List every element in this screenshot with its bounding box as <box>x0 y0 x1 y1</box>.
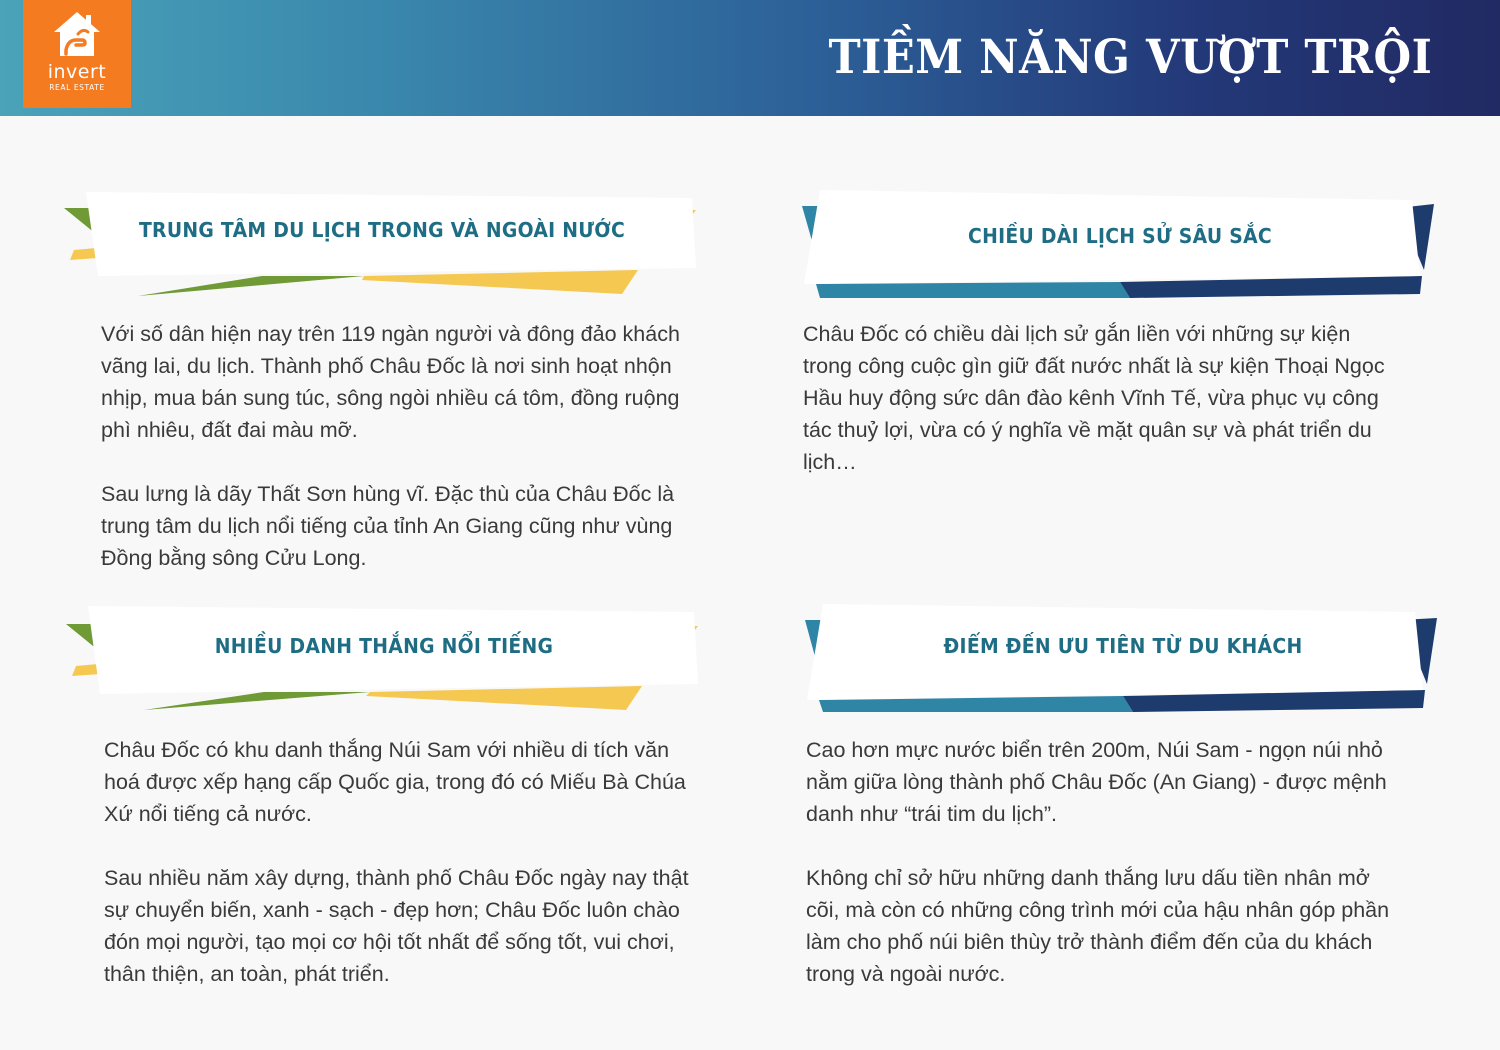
section-banner-tourism-center <box>62 186 702 301</box>
paragraph: Châu Đốc có chiều dài lịch sử gắn liền với những sự kiện trong công cuộc gìn giữ đất nước nhất là sự kiện Thoại Ngọc Hầu huy động sức dân đào kênh Vĩnh Tế, vừa phục vụ công tác thuỷ lợi, vừa có ý nghĩa về mặt quân sự và phát triển du lịch… <box>803 322 1385 474</box>
section-body-history <box>803 318 1403 478</box>
section-title: NHIỀU DANH THẮNG NỔI TIẾNG <box>214 634 554 658</box>
section-title: CHIỀU DÀI LỊCH SỬ SÂU SẮC <box>967 224 1272 248</box>
banner-ribbon-shape <box>62 186 702 301</box>
paragraph: Châu Đốc có khu danh thắng Núi Sam với nhiều di tích văn hoá được xếp hạng cấp Quốc gia, trong đó có Miếu Bà Chúa Xứ nổi tiếng cả nước. <box>104 738 686 826</box>
section-banner-landmarks <box>64 602 704 717</box>
paragraph: Không chỉ sở hữu những danh thắng lưu dấu tiền nhân mở cõi, mà còn có những công trình mới của hậu nhân góp phần làm cho phố núi biên thùy trở thành điểm đến của du khách trong và ngoài nước. <box>806 866 1390 986</box>
paragraph: Sau lưng là dãy Thất Sơn hùng vĩ. Đặc thù của Châu Đốc là trung tâm du lịch nổi tiếng của tỉnh An Giang cũng như vùng Đồng bằng sông Cửu Long. <box>101 482 675 570</box>
logo-tagline: REAL ESTATE <box>49 83 105 92</box>
paragraph: Cao hơn mực nước biển trên 200m, Núi Sam - ngọn núi nhỏ nằm giữa lòng thành phố Châu Đốc (An Giang) - được mệnh danh như “trái tim du lịch”. <box>806 738 1387 826</box>
paragraph: Với số dân hiện nay trên 119 ngàn người và đông đảo khách vãng lai, du lịch. Thành phố Châu Đốc là nơi sinh hoạt nhộn nhịp, mua bán sung túc, sông ngòi nhiều cá tôm, đồng ruộng phì nhiêu, đất đai màu mỡ. <box>101 322 680 442</box>
banner-ribbon-shape <box>64 602 704 717</box>
logo-name: invert <box>47 61 107 83</box>
section-banner-destination <box>803 602 1443 717</box>
house-hand-icon <box>52 10 102 58</box>
section-title: ĐIỂM ĐẾN ƯU TIÊN TỪ DU KHÁCH <box>943 634 1303 658</box>
banner-ribbon-shape <box>803 602 1443 717</box>
section-body-destination <box>806 734 1406 990</box>
section-body-landmarks <box>104 734 704 990</box>
paragraph: Sau nhiều năm xây dựng, thành phố Châu Đốc ngày nay thật sự chuyển biến, xanh - sạch - đẹp hơn; Châu Đốc luôn chào đón mọi người, tạo mọi cơ hội tốt nhất để sống tốt, vui chơi, thân thiện, an toàn, phát triển. <box>104 866 689 986</box>
page-title: TIỀM NĂNG VƯỢT TRỘI <box>828 30 1432 85</box>
section-body-tourism-center <box>101 318 701 574</box>
company-logo[interactable] <box>23 0 131 108</box>
section-banner-history <box>800 188 1440 303</box>
header-bar <box>0 0 1500 116</box>
section-title: TRUNG TÂM DU LỊCH TRONG VÀ NGOÀI NƯỚC <box>138 218 626 242</box>
